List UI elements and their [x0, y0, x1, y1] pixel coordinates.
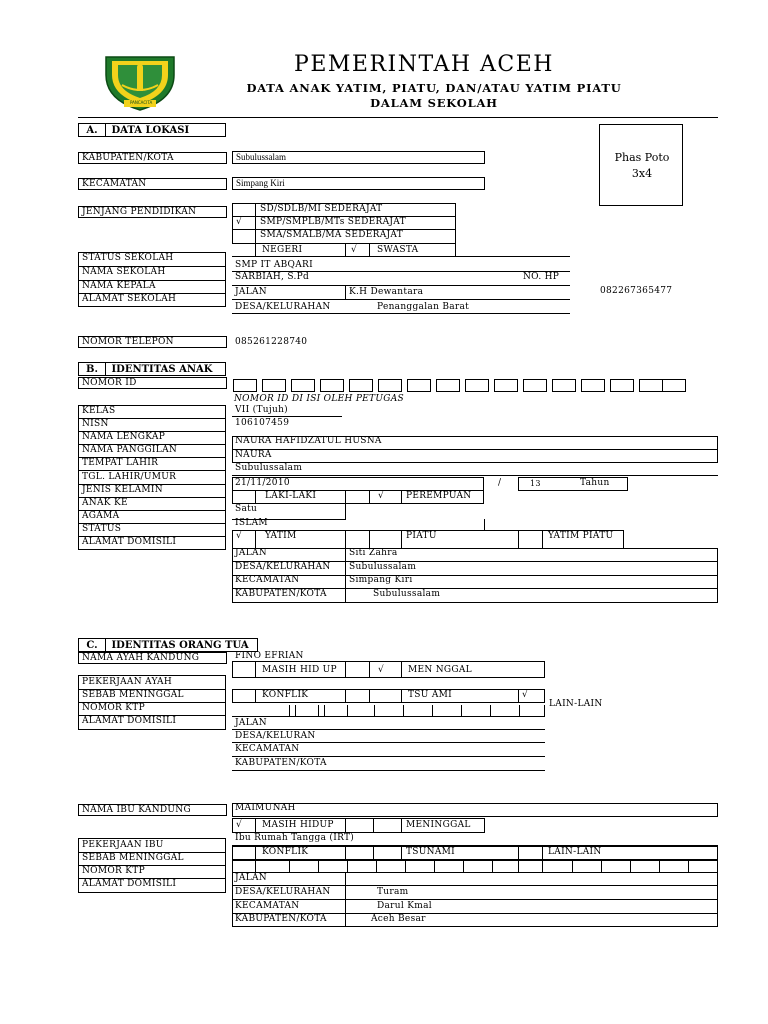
kabupaten-field[interactable]: Subulussalam — [232, 151, 485, 164]
nama-lengkap-value: NAURA HAFIDZATUL HUSNA — [235, 436, 382, 446]
jenjang-option-sma[interactable]: SMA/SMALB/MA SEDERAJAT — [260, 230, 404, 240]
umur-value: 13 — [530, 479, 541, 488]
photo-label-1: Phas Poto — [614, 151, 670, 164]
ibu-konflik-option[interactable]: KONFLIK — [262, 847, 309, 857]
sebab-label: SEBAB MENINGGAL — [82, 690, 184, 700]
tgl-slash: / — [498, 478, 502, 488]
konflik-option[interactable]: KONFLIK — [262, 690, 309, 700]
alamat-sekolah-label: ALAMAT SEKOLAH — [82, 294, 177, 304]
ibu-masih-hidup[interactable]: MASIH HIDUP — [262, 820, 334, 830]
anak-kabupaten-field[interactable]: Subulussalam — [373, 589, 441, 599]
anak-desa-label: DESA/KELURAHAN — [235, 562, 331, 572]
tahun-label: Tahun — [580, 478, 610, 488]
nama-lengkap-label: NAMA LENGKAP — [82, 432, 166, 442]
ayah-meninggal-check[interactable]: √ — [378, 665, 385, 675]
jenjang-option-sd[interactable]: SD/SDLB/MI SEDERAJAT — [260, 204, 383, 214]
lain-option[interactable]: LAIN-LAIN — [549, 699, 603, 709]
ayah-jalan-label: JALAN — [235, 718, 267, 728]
section-title: IDENTITAS ORANG TUA — [111, 640, 249, 651]
jenis-kelamin-label: JENIS KELAMIN — [82, 485, 163, 495]
anak-ke-field[interactable]: Satu — [235, 504, 258, 514]
ibu-field[interactable] — [232, 803, 718, 817]
page-title: PEMERINTAH ACEH — [294, 52, 554, 77]
nama-kepala-label: NAMA KEPALA — [82, 281, 156, 291]
section-letter: C. — [79, 639, 106, 652]
ibu-kabupaten-label: KABUPATEN/KOTA — [235, 914, 327, 924]
ibu-value: MAIMUNAH — [235, 803, 296, 813]
agama-label: AGAMA — [82, 511, 120, 521]
nama-panggilan-field[interactable] — [232, 449, 718, 463]
nomor-id-label: NOMOR ID — [78, 377, 227, 389]
ibu-desa-label: DESA/KELURAHAN — [235, 887, 331, 897]
ayah-masih-hidup[interactable]: MASIH HID UP — [262, 665, 337, 675]
ktp-ayah-label: NOMOR KTP — [82, 703, 145, 713]
anak-desa-field[interactable]: Subulussalam — [349, 562, 417, 572]
perempuan-option[interactable]: PEREMPUAN — [406, 491, 472, 501]
header-divider — [78, 117, 718, 118]
swasta-option[interactable]: SWASTA — [377, 245, 419, 255]
ibu-ktp-label: NOMOR KTP — [82, 866, 145, 876]
jalan-field[interactable]: K.H Dewantara — [349, 287, 424, 297]
tgl-lahir-value: 21/11/2010 — [235, 478, 290, 488]
kelas-field[interactable]: VII (Tujuh) — [235, 405, 288, 415]
tgl-lahir-label: TGL. LAHIR/UMUR — [82, 472, 177, 482]
ibu-meninggal[interactable]: MENINGGAL — [406, 820, 471, 830]
telepon-field[interactable]: 085261228740 — [235, 337, 308, 347]
piatu-option[interactable]: PIATU — [406, 531, 437, 541]
ayah-label: NAMA AYAH KANDUNG — [78, 652, 227, 664]
perempuan-check[interactable]: √ — [378, 491, 385, 501]
ktp-ayah-boxes[interactable] — [232, 705, 545, 717]
anak-jalan-field[interactable]: Siti Zahra — [349, 548, 398, 558]
ibu-alamat-label: ALAMAT DOMISILI — [82, 879, 177, 889]
anak-ke-label: ANAK KE — [82, 498, 128, 508]
nama-panggilan-label: NAMA PANGGILAN — [82, 445, 178, 455]
anak-kabupaten-label: KABUPATEN/KOTA — [235, 589, 327, 599]
ibu-jalan-label: JALAN — [235, 873, 267, 883]
anak-kecamatan-label: KECAMATAN — [235, 575, 300, 585]
telepon-label: NOMOR TELEPON — [78, 336, 227, 348]
pekerjaan-ayah-label: PEKERJAAN AYAH — [82, 677, 172, 687]
ayah-desa-label: DESA/KELURAN — [235, 731, 316, 741]
ayah-kecamatan-label: KECAMATAN — [235, 744, 300, 754]
section-title: DATA LOKASI — [111, 125, 190, 136]
jalan-label: JALAN — [235, 287, 267, 297]
page-subtitle-2: DALAM SEKOLAH — [370, 96, 498, 110]
page-subtitle-1: DATA ANAK YATIM, PIATU, DAN/ATAU YATIM PIATU — [246, 81, 622, 95]
logo-text: PANCACITA — [130, 100, 153, 105]
nama-panggilan-value: NAURA — [235, 450, 272, 460]
ibu-masih-check[interactable]: √ — [236, 820, 243, 830]
ibu-label: NAMA IBU KANDUNG — [78, 804, 227, 816]
nomor-id-boxes[interactable] — [233, 379, 688, 392]
ayah-field[interactable]: FINO EFRIAN — [235, 651, 304, 661]
nomor-id-note: NOMOR ID DI ISI OLEH PETUGAS — [234, 394, 404, 404]
ibu-lain-option[interactable]: LAIN-LAIN — [548, 847, 602, 857]
section-a-header — [78, 123, 226, 137]
no-hp-label: NO. HP — [523, 272, 560, 282]
ibu-sebab-label: SEBAB MENINGGAL — [82, 853, 184, 863]
laki-option[interactable]: LAKI-LAKI — [265, 491, 317, 501]
pekerjaan-ibu-label: PEKERJAAN IBU — [82, 840, 164, 850]
yatim-check[interactable]: √ — [236, 531, 243, 541]
ayah-kabupaten-label: KABUPATEN/KOTA — [235, 758, 327, 768]
swasta-check[interactable]: √ — [351, 245, 358, 255]
kelas-label: KELAS — [82, 406, 116, 416]
nisn-label: NISN — [82, 419, 109, 429]
ibu-kecamatan-label: KECAMATAN — [235, 901, 300, 911]
alamat-ayah-label: ALAMAT DOMISILI — [82, 716, 177, 726]
jenjang-check[interactable]: √ — [236, 217, 243, 227]
kecamatan-field[interactable]: Simpang Kiri — [232, 177, 485, 190]
tempat-lahir-label: TEMPAT LAHIR — [82, 458, 159, 468]
section-b-header — [78, 362, 226, 376]
nama-sekolah-label: NAMA SEKOLAH — [82, 267, 166, 277]
status-sekolah-label: STATUS SEKOLAH — [82, 253, 174, 263]
ibu-kabupaten-field[interactable]: Aceh Besar — [371, 914, 426, 924]
status-label: STATUS — [82, 524, 122, 534]
yatim-option[interactable]: YATIM — [265, 531, 297, 541]
alamat-domisili-label: ALAMAT DOMISILI — [82, 537, 177, 547]
tempat-lahir-field[interactable]: Subulussalam — [235, 463, 303, 473]
photo-label-2: 3x4 — [631, 167, 653, 180]
pekerjaan-ibu-field[interactable]: Ibu Rumah Tangga (IRT) — [235, 833, 355, 843]
photo-box — [599, 124, 683, 206]
lain-check[interactable]: √ — [522, 690, 529, 700]
tsunami-option[interactable]: TSU AMI — [408, 690, 452, 700]
ibu-desa-field[interactable]: Turam — [377, 887, 409, 897]
section-letter: B. — [79, 363, 106, 376]
ibu-tsunami-option[interactable]: TSUNAMI — [406, 847, 455, 857]
negeri-option[interactable]: NEGERI — [262, 245, 303, 255]
ibu-kecamatan-field[interactable]: Darul Kmal — [377, 901, 432, 911]
desa-field[interactable]: Penanggalan Barat — [377, 302, 470, 312]
anak-kecamatan-field[interactable]: Simpang Kiri — [349, 575, 413, 585]
jenjang-label: JENJANG PENDIDIKAN — [78, 206, 227, 218]
nama-sekolah-field[interactable]: SMP IT ABQARI — [235, 260, 313, 270]
section-c-header — [78, 638, 258, 652]
no-hp-field[interactable]: 082267365477 — [600, 286, 673, 296]
ayah-meninggal[interactable]: MEN NGGAL — [408, 665, 472, 675]
yatim-piatu-option[interactable]: YATIM PIATU — [548, 531, 614, 541]
nisn-field[interactable]: 106107459 — [235, 418, 290, 428]
agama-field[interactable]: ISLAM — [235, 518, 268, 528]
desa-label: DESA/KELURAHAN — [235, 302, 331, 312]
section-title: IDENTITAS ANAK — [111, 364, 213, 375]
section-letter: A. — [79, 124, 106, 137]
kecamatan-label: KECAMATAN — [78, 178, 227, 190]
anak-jalan-label: JALAN — [235, 548, 267, 558]
kabupaten-label: KABUPATEN/KOTA — [78, 152, 227, 164]
nama-kepala-field[interactable]: SARBIAH, S.Pd — [235, 272, 310, 282]
jenjang-option-smp[interactable]: SMP/SMPLB/MTs SEDERAJAT — [260, 217, 406, 227]
